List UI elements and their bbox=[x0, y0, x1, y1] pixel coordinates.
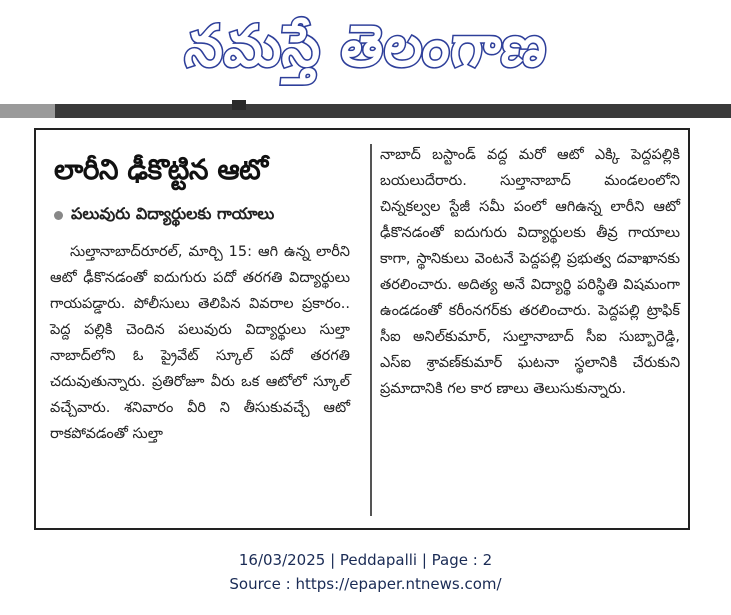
bullet-icon bbox=[54, 211, 63, 220]
news-clipping bbox=[34, 128, 690, 530]
masthead bbox=[0, 0, 731, 100]
article-body-right bbox=[380, 142, 680, 402]
left-column-text: సుల్తానాబాద్‌రూరల్, మార్చి 15: ఆగి ఉన్న లారీని ఆటో ఢీకొనడంతో ఐదుగురు పదో తరగతి విద్యార్థులు గాయపడ్డారు. పోలీసులు తెలిపిన వివరాల ప్రకారం.. పెద్ద పల్లికి చెందిన పలువురు విద్యార్థులు సుల్తా నాబాద్‌లోని ఓ ప్రైవేట్ స్కూల్ పదో తరగతి చదువుతున్నారు. ప్రతిరోజూ వీరు ఒక ఆటోలో స్కూల్ వచ్చేవారు. శనివారం వీరి ని తీసుకువచ్చే ఆటో రాకపోవడంతో సుల్తా bbox=[50, 244, 350, 442]
edition-meta: 16/03/2025 | Peddapalli | Page : 2 bbox=[238, 551, 493, 569]
newspaper-logo: నమస్తే తెలంగాణ bbox=[182, 12, 551, 79]
article-body-left bbox=[50, 239, 350, 447]
headline: లారీని ఢీకొట్టిన ఆటో bbox=[54, 153, 268, 186]
footer bbox=[0, 548, 731, 596]
source-link[interactable]: Source : https://epaper.ntnews.com/ bbox=[229, 575, 502, 593]
header-band-dark bbox=[55, 104, 731, 118]
subheadline bbox=[54, 204, 350, 227]
right-column-text: నాబాద్ బస్టాండ్ వద్ద మరో ఆటో ఎక్కి పెద్దపల్లికి బయలుదేరారు. సుల్తానాబాద్ మండలంలోని చిన్నకల్వల స్టేజీ సమీ పంలో ఆగిఉన్న లారీని ఆటో ఢీకొనడంతో ఐదుగురు విద్యార్థులకు తీవ్ర గాయాలు కాగా, స్థానికులు వెంటనే పెద్దపల్లి ప్రభుత్వ దవాఖానకు తరలించారు. అదిత్య అనే విద్యార్థి పరిస్థితి విషమంగా ఉండడంతో కరీంనగర్‌కు తరలించారు. పెద్దపల్లి ట్రాఫిక్ సీఐ అనిల్‌కుమార్, సుల్తానాబాద్ సీఐ సుబ్బారెడ్డి, ఎస్ఐ శ్రావణ్‌కుమార్ ఘటనా స్థలానికి చేరుకుని ప్రమాదానికి గల కార ణాలు తెలుసుకున్నారు. bbox=[380, 147, 680, 397]
column-divider bbox=[370, 144, 372, 516]
header-band-mark bbox=[232, 100, 246, 110]
left-column bbox=[50, 140, 350, 447]
subheadline-text: పలువురు విద్యార్థులకు గాయాలు bbox=[71, 204, 275, 223]
right-column bbox=[380, 140, 680, 402]
